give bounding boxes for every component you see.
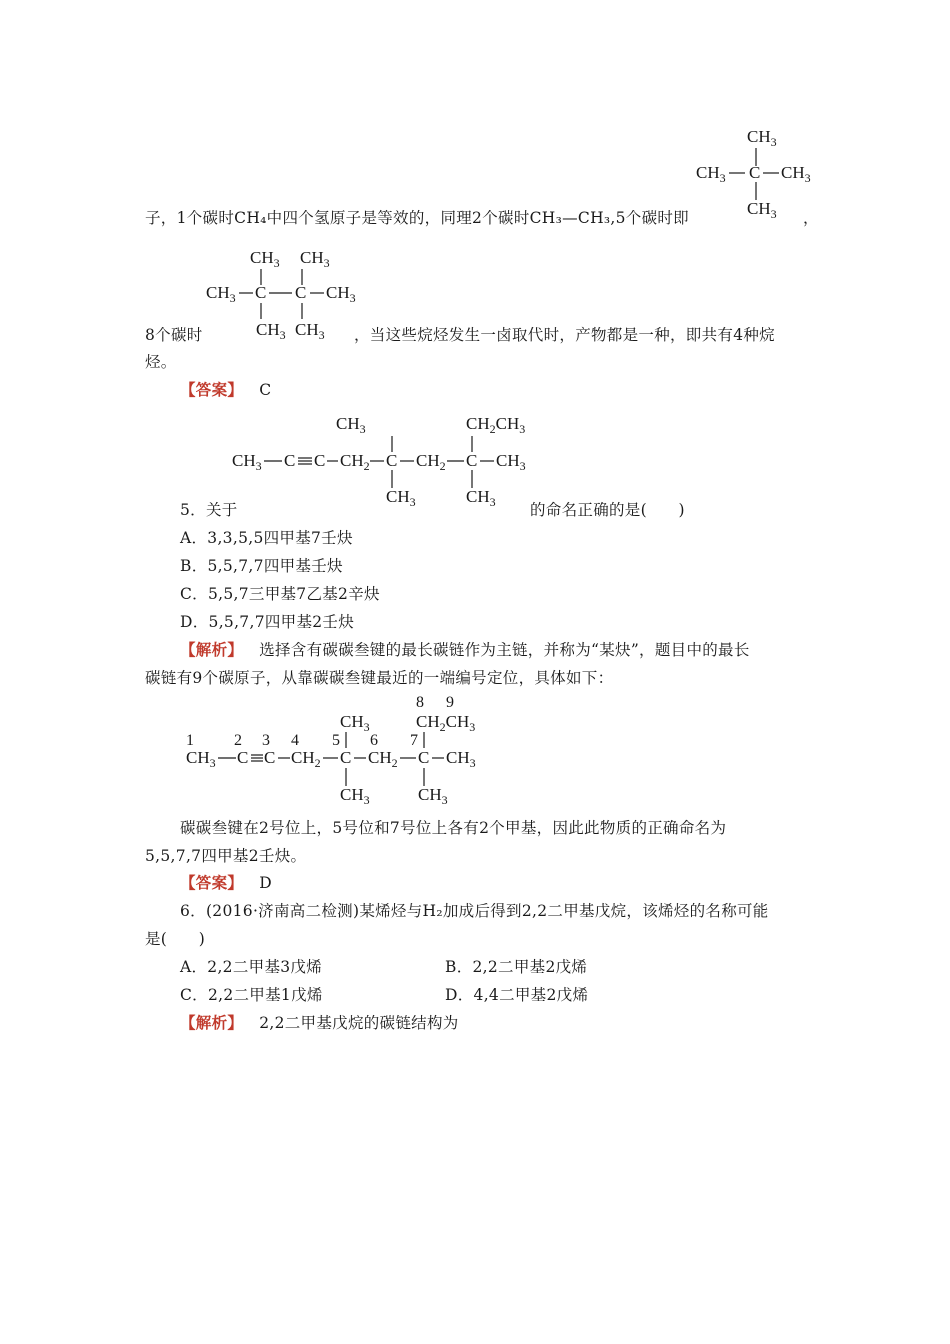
svg-text:1: 1	[186, 732, 194, 749]
svg-text:C: C	[749, 163, 761, 182]
svg-text:3: 3	[262, 732, 270, 749]
svg-text:C: C	[386, 451, 398, 470]
option-b: B．5,5,7,7四甲基壬炔	[180, 557, 343, 575]
svg-text:4: 4	[291, 732, 299, 749]
analysis-line	[180, 640, 750, 660]
analysis-text: 选择含有碳碳叁键的最长碳链作为主链，并称为“某炔”，题目中的最长	[259, 641, 750, 659]
svg-text:CH2CH3: $CH_2CH_3$	[466, 414, 526, 436]
svg-text:C: C	[264, 748, 276, 767]
analysis-tag: 【解析】	[180, 1013, 244, 1032]
question-stem: 5．关于	[180, 501, 238, 519]
svg-text:CH3: $CH_3$	[446, 748, 476, 770]
analysis-text: 2,2二甲基戊烷的碳链结构为	[259, 1014, 459, 1032]
alkyne-structure	[228, 410, 528, 518]
svg-text:CH3: $CH_3$	[747, 127, 777, 149]
numbered-chain-structure	[180, 690, 490, 812]
svg-text:C: C	[466, 451, 478, 470]
neopentane-structure	[690, 122, 810, 222]
svg-text:CH3: $CH_3$	[496, 451, 526, 473]
svg-text:C: C	[295, 283, 307, 302]
svg-text:CH2: $CH_2$	[340, 451, 370, 473]
svg-text:CH3: $CH_3$	[466, 487, 496, 509]
question-stem: 6．(2016·济南高二检测)某烯烃与H₂加成后得到2,2二甲基戊烷，该烯烃的名称可能	[180, 902, 769, 920]
option-c: C．5,5,7三甲基7乙基2辛炔	[180, 585, 380, 603]
svg-text:C: C	[314, 451, 326, 470]
option-c: C．2,2二甲基1戊烯	[180, 986, 323, 1004]
tetramethylbutane-structure	[200, 243, 370, 343]
svg-text:CH3: $CH_3$	[232, 451, 262, 473]
svg-text:CH3: $CH_3$	[386, 487, 416, 509]
svg-text:CH3: $CH_3$	[781, 163, 811, 185]
paragraph-line: 烃。	[145, 353, 177, 371]
option-d: D．4,4二甲基2戊烯	[445, 986, 589, 1004]
paragraph-line: ，当这些烷烃发生一卤取代时，产物都是一种，即共有4种烷	[354, 326, 775, 344]
answer-value: D	[259, 874, 272, 892]
answer-value: C	[259, 381, 272, 399]
option-a: A．2,2二甲基3戊烯	[180, 958, 323, 976]
analysis-text: 碳链有9个碳原子，从靠碳碳叁键最近的一端编号定位，具体如下：	[145, 669, 614, 687]
svg-text:CH2CH3: $CH_2CH_3$	[416, 712, 476, 734]
answer-tag: 【答案】	[180, 873, 244, 892]
analysis-line	[180, 1013, 459, 1033]
question-stem: 的命名正确的是( )	[530, 501, 685, 519]
svg-text:CH3: $CH_3$	[336, 414, 366, 436]
svg-text:CH3: $CH_3$	[340, 785, 370, 807]
svg-text:CH2: $CH_2$	[291, 748, 321, 770]
svg-text:CH3: $CH_3$	[340, 712, 370, 734]
svg-text:CH2: $CH_2$	[416, 451, 446, 473]
comma: ，	[803, 209, 819, 227]
svg-text:5: 5	[332, 732, 340, 749]
paragraph-line: 子，1个碳时CH₄中四个氢原子是等效的，同理2个碳时CH₃—CH₃,5个碳时即	[145, 209, 689, 227]
conclusion-text: 碳碳叁键在2号位上，5号位和7号位上各有2个甲基，因此此物质的正确命名为	[180, 819, 727, 837]
option-d: D．5,5,7,7四甲基2壬炔	[180, 613, 355, 631]
svg-text:8: 8	[416, 694, 424, 711]
answer-line	[180, 380, 271, 400]
svg-text:CH3: $CH_3$	[295, 320, 325, 342]
svg-text:CH3: $CH_3$	[206, 283, 236, 305]
svg-text:CH3: $CH_3$	[696, 163, 726, 185]
svg-text:CH3: $CH_3$	[256, 320, 286, 342]
svg-text:7: 7	[410, 732, 418, 749]
option-b: B．2,2二甲基2戊烯	[445, 958, 588, 976]
svg-text:CH3: $CH_3$	[747, 199, 777, 221]
svg-text:CH3: $CH_3$	[250, 248, 280, 270]
svg-text:CH2: $CH_2$	[368, 748, 398, 770]
svg-text:C: C	[418, 748, 430, 767]
svg-text:CH3: $CH_3$	[186, 748, 216, 770]
svg-text:9: 9	[446, 694, 454, 711]
svg-text:2: 2	[234, 732, 242, 749]
paragraph-line: 8个碳时	[145, 326, 203, 344]
svg-text:CH3: $CH_3$	[300, 248, 330, 270]
answer-line	[180, 873, 272, 893]
conclusion-text: 5,5,7,7四甲基2壬炔。	[145, 847, 307, 865]
svg-text:6: 6	[370, 732, 378, 749]
svg-text:C: C	[284, 451, 296, 470]
analysis-tag: 【解析】	[180, 640, 244, 659]
svg-text:CH3: $CH_3$	[418, 785, 448, 807]
svg-text:C: C	[255, 283, 267, 302]
svg-text:C: C	[237, 748, 249, 767]
answer-tag: 【答案】	[180, 380, 244, 399]
svg-text:C: C	[340, 748, 352, 767]
question-stem: 是( )	[145, 930, 206, 948]
svg-text:CH3: $CH_3$	[326, 283, 356, 305]
option-a: A．3,3,5,5四甲基7壬炔	[180, 529, 353, 547]
